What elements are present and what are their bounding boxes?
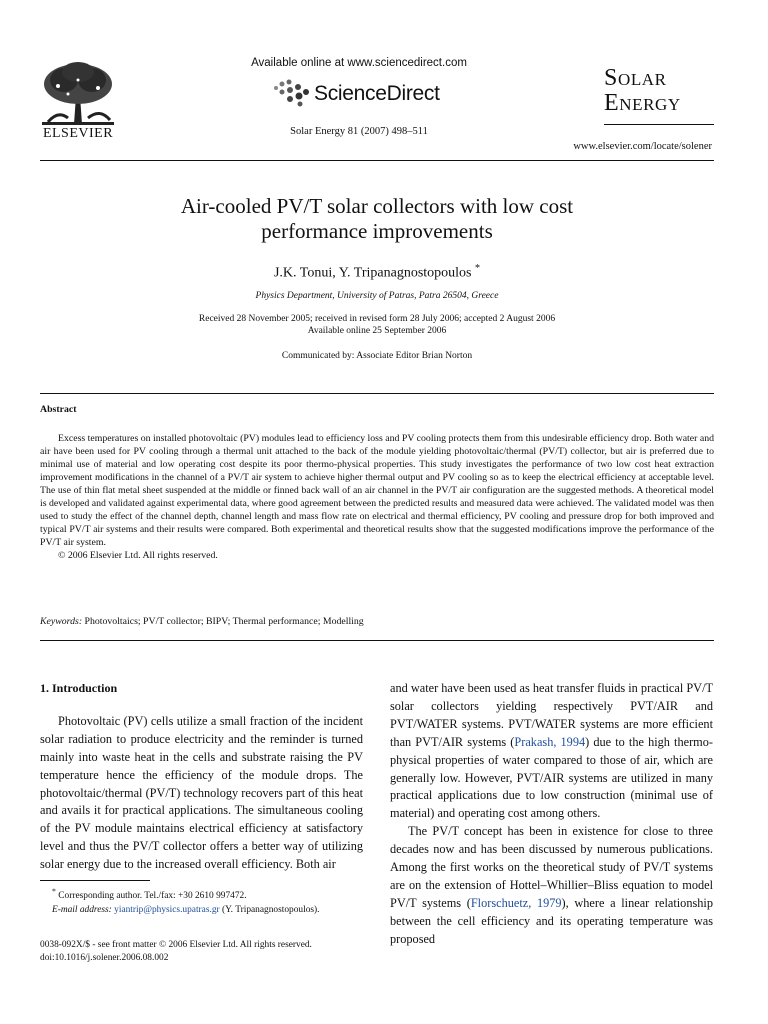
right-p2-text-a: The PV/T concept has been in existence for close to three decades now and has been discussed by numerous publications. Among the first works on the theoretical study of PV/T systems are on the extension of Hottel–Whillier–Bliss equation to model PV/T systems (: [390, 824, 713, 910]
abstract-top-rule: [40, 393, 714, 394]
footnote-mark: *: [52, 887, 56, 896]
footnote-corresponding-text: Corresponding author. Tel./fax: +30 2610 997472.: [58, 891, 247, 902]
corresponding-author-mark[interactable]: *: [475, 263, 481, 274]
footnote-rule: [40, 880, 150, 881]
sciencedirect-dots-icon: [270, 78, 310, 108]
header-divider: [40, 160, 714, 161]
journal-title-line2: Energy: [604, 90, 681, 116]
article-title-line2: performance improvements: [261, 219, 493, 243]
sciencedirect-logo-text: ScienceDirect: [314, 82, 440, 105]
abstract-body: [40, 432, 714, 562]
intro-paragraph-2: [390, 823, 713, 948]
journal-title: [604, 66, 714, 116]
journal-reference: Solar Energy 81 (2007) 498–511: [290, 126, 428, 137]
intro-paragraph-1: Photovoltaic (PV) cells utilize a small fraction of the incident solar radiation to produce electricity and the reminder is turned mainly into waste heat in the cells and substrate raising the PV temperature hence the efficiency of the module drops. The photovoltaic/thermal (PV/T) technology recovers part of this heat and avails it for practical applications. The simultaneous cooling of the PV module maintains electrical efficiency at satisfactory level and thus the PV/T collector offers a better way of utilizing solar energy due to the increased overall efficiency. Both air: [40, 713, 363, 872]
bottom-info: [40, 939, 370, 964]
intro-paragraph-1-cont: [390, 680, 713, 823]
publisher-name: ELSEVIER: [42, 126, 114, 141]
email-suffix: (Y. Tripanagnostopoulos).: [222, 904, 320, 915]
footnote: [40, 885, 363, 917]
elsevier-tree-logo: [38, 60, 118, 126]
article-title: [40, 194, 714, 244]
abstract-bottom-rule: [40, 640, 714, 641]
abstract-heading: Abstract: [40, 404, 77, 415]
available-online-text: Available online at www.sciencedirect.com: [251, 57, 467, 69]
abstract-paragraph: Excess temperatures on installed photovoltaic (PV) modules lead to efficiency loss and PV cooling protects them from this undesirable efficiency drop. Both water and air have been used for PV cooling through a thermal unit attached to the back of the module yielding photovoltaic/thermal (PV/T) collector, but air is preferred due to minimal use of material and low operating cost despite its poor thermo-physical properties. This study investigates the performance of two low cost heat extraction improvement modifications in the channel of a PV/T air system to achieve higher thermal output and PV cooling so as to keep the electrical efficiency at acceptable level. The use of thin flat metal sheet suspended at the middle or finned back wall of an air channel in the PV/T air configuration are the suggested methods. A theoretical model is developed and validated against experimental data, where good agreement between the predicted results and measured data were achieved. The validated model was then used to study the effect of the channel depth, channel length and mass flow rate on electrical and thermal efficiency, PV cooling and pressure drop for both improved and typical PV/T air systems and their results were compared. Both experimental and theoretical results show that the suggested modifications improve the performance of the PV/T air system.: [40, 433, 714, 548]
article-title-line1: Air-cooled PV/T solar collectors with low cost: [180, 194, 574, 218]
communicated-by: Communicated by: Associate Editor Brian Norton: [281, 351, 473, 361]
journal-title-rule: [604, 124, 714, 125]
journal-url[interactable]: www.elsevier.com/locate/solener: [573, 141, 712, 152]
footnote-email: [40, 904, 363, 917]
received-dates: Received 28 November 2005; received in revised form 28 July 2006; accepted 2 August 2006: [198, 314, 556, 324]
authors-text: J.K. Tonui, Y. Tripanagnostopoulos: [273, 265, 472, 281]
right-p1-text-b: ) due to the high thermo-physical properties of water compared to those of air, which are generally low. However, PVT/AIR systems are utilized in many practical applications due to low construction (minimal use of material) and operating cost among others.: [390, 734, 713, 821]
email-link[interactable]: yiantrip@physics.upatras.gr: [114, 904, 220, 915]
right-column: [390, 680, 713, 949]
right-p1-text-a: and water have been used as heat transfer fluids in practical PV/T solar collectors yielding respectively PVT/AIR and PVT/WATER systems. PVT/WATER systems are more efficient than PVT/AIR systems (: [390, 681, 713, 749]
doi[interactable]: doi:10.1016/j.solener.2006.08.002: [40, 952, 169, 963]
email-label: E-mail address:: [52, 904, 112, 915]
keywords-label: Keywords:: [40, 616, 83, 627]
section-heading-introduction: 1. Introduction: [40, 681, 118, 695]
keywords: [40, 616, 714, 627]
front-matter: 0038-092X/$ - see front matter © 2006 Elsevier Ltd. All rights reserved.: [40, 940, 312, 950]
citation-prakash-1994[interactable]: Prakash, 1994: [514, 734, 586, 749]
journal-title-line1: Solar: [604, 65, 667, 91]
author-affiliation: Physics Department, University of Patras, Patra 26504, Greece: [255, 291, 499, 301]
footnote-corresponding: [40, 885, 363, 904]
citation-florschuetz-1979[interactable]: Florschuetz, 1979: [470, 895, 562, 910]
abstract-copyright: © 2006 Elsevier Ltd. All rights reserved.: [58, 550, 218, 561]
keywords-list: Photovoltaics; PV/T collector; BIPV; Thermal performance; Modelling: [84, 616, 364, 627]
article-authors: [40, 263, 714, 282]
article-dates: [40, 313, 714, 337]
left-column: [40, 680, 363, 874]
available-date: Available online 25 September 2006: [307, 326, 447, 336]
right-p2-text-b: ), where a linear relationship between the cell efficiency and its operating temperature was proposed: [390, 895, 713, 946]
